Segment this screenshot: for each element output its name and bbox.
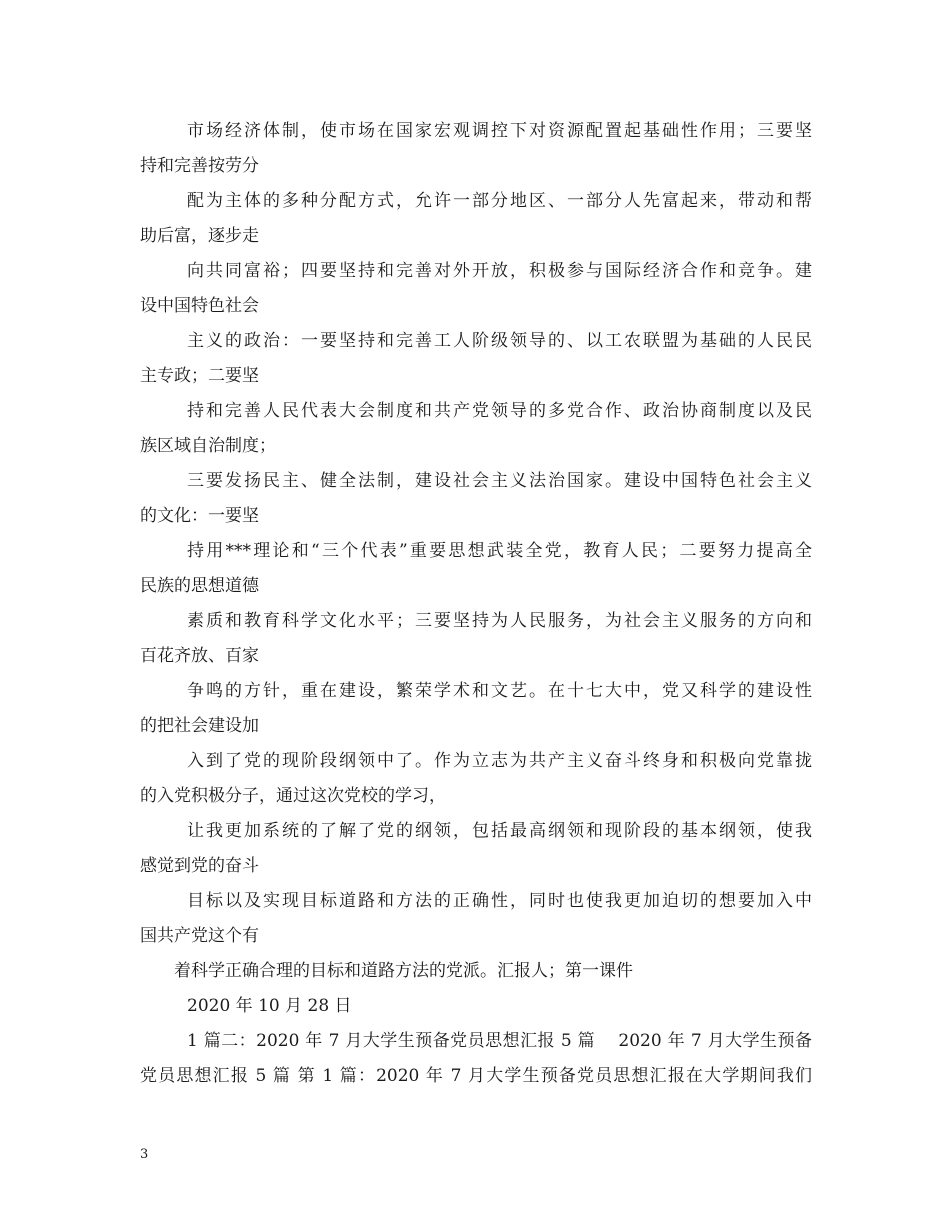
text-line: 持和完善人民代表大会制度和共产党领导的多党合作、政治协商制度以及民 [187, 401, 812, 421]
text-line: 感觉到党的奋斗 [140, 856, 259, 876]
text-line: 的入党积极分子，通过这次党校的学习， [140, 786, 446, 806]
text-line: 主义的政治：一要坚持和完善工人阶级领导的、以工农联盟为基础的人民民 [187, 331, 812, 351]
text-line: 国共产党这个有 [140, 926, 259, 946]
text-line: 1 篇二：2020 年 7 月大学生预备党员思想汇报 5 篇 2020 年 7 月大学生预备 [187, 1031, 812, 1051]
text-line: 目标以及实现目标道路和方法的正确性，同时也使我更加迫切的想要加入中 [187, 891, 812, 911]
text-line: 争鸣的方针，重在建设，繁荣学术和文艺。在十七大中，党又科学的建设性 [187, 681, 812, 701]
text-line: 百花齐放、百家 [140, 646, 259, 666]
text-line: 的文化：一要坚 [140, 506, 259, 526]
text-line: 主专政；二要坚 [140, 366, 259, 386]
body-text [140, 114, 812, 1094]
text-line: 党员思想汇报 5 篇 第 1 篇：2020 年 7 月大学生预备党员思想汇报在大学期间我们 [140, 1066, 812, 1086]
text-line: 持和完善按劳分 [140, 156, 259, 176]
text-line: 向共同富裕；四要坚持和完善对外开放，积极参与国际经济合作和竞争。建 [187, 261, 812, 281]
text-line: 三要发扬民主、健全法制，建设社会主义法治国家。建设中国特色社会主义 [187, 471, 812, 491]
text-line: 入到了党的现阶段纲领中了。作为立志为共产主义奋斗终身和积极向党靠拢 [187, 751, 812, 771]
page-number: 3 [140, 1147, 149, 1162]
text-line: 助后富，逐步走 [140, 226, 259, 246]
text-line: 族区域自治制度； [140, 436, 276, 456]
date-line: 2020 年 10 月 28 日 [187, 996, 352, 1016]
text-line: 着科学正确合理的目标和道路方法的党派。汇报人；第一课件 [174, 961, 633, 981]
text-line: 的把社会建设加 [140, 716, 259, 736]
text-line: 民族的思想道德 [140, 576, 259, 596]
text-line: 素质和教育科学文化水平；三要坚持为人民服务，为社会主义服务的方向和 [187, 611, 812, 631]
text-line: 配为主体的多种分配方式，允许一部分地区、一部分人先富起来，带动和帮 [187, 191, 812, 211]
text-line: 持用***理论和“三个代表”重要思想武装全党，教育人民；二要努力提高全 [187, 541, 812, 561]
text-line: 市场经济体制，使市场在国家宏观调控下对资源配置起基础性作用；三要坚 [187, 121, 812, 141]
text-line: 设中国特色社会 [140, 296, 259, 316]
text-line: 让我更加系统的了解了党的纲领，包括最高纲领和现阶段的基本纲领，使我 [187, 821, 812, 841]
